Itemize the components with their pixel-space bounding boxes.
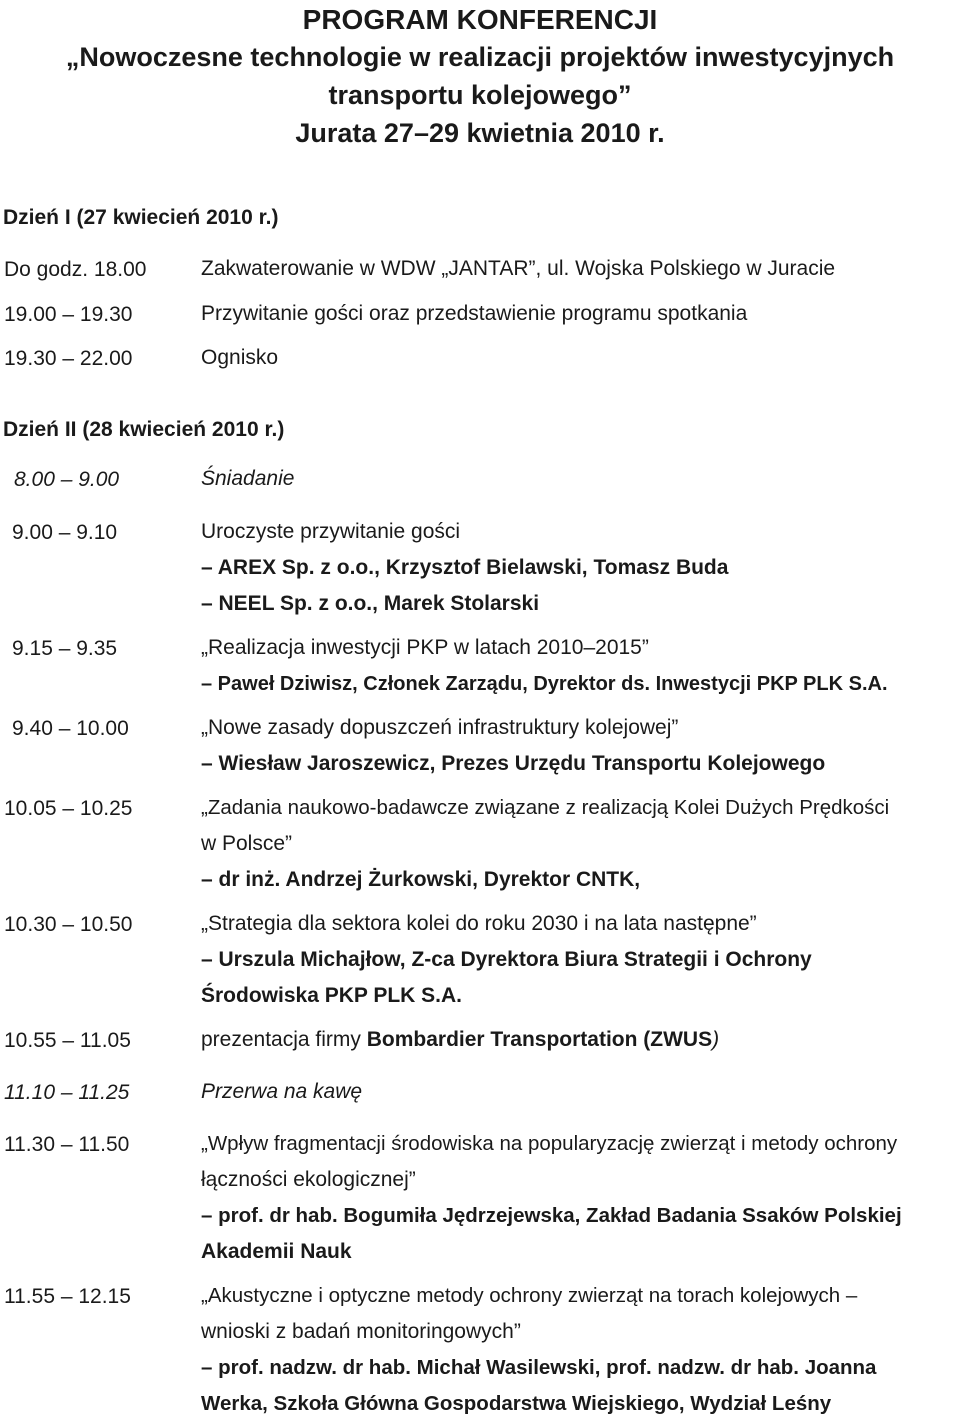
day-1-heading: Dzień I (27 kwiecień 2010 r.) [3,206,279,229]
schedule-time: 9.00 – 9.10 [12,521,118,544]
schedule-text: Przywitanie gości oraz przedstawienie programu spotkania [201,302,748,325]
schedule-text: „Akustyczne i optyczne metody ochrony zwierząt na torach kolejowych – wnioski z badań monitoringowych” – prof. nadzw. dr hab. Michał Wasilewski, prof. nadzw. dr hab. Joanna Werka, Szkoła Główna Gospodarstwa Wiejskiego, Wydział Leśny [201,1278,953,1422]
schedule-time: 19.30 – 22.00 [4,347,133,370]
speaker: Werka, Szkoła Główna Gospodarstwa Wiejskiego, Wydział Leśny [201,1392,832,1415]
speaker: Środowiska PKP PLK S.A. [201,984,463,1007]
place-date: Jurata 27–29 kwietnia 2010 r. [295,118,665,148]
header [0,0,960,152]
speaker: Akademii Nauk [201,1240,352,1263]
schedule-time: 10.05 – 10.25 [4,797,133,820]
page-title: PROGRAM KONFERENCJI [302,4,658,35]
schedule-time: 19.00 – 19.30 [4,303,133,326]
schedule-time: 9.15 – 9.35 [12,637,118,660]
conference-title-line-2: transportu kolejowego” [328,80,632,110]
schedule-time: 11.55 – 12.15 [4,1285,131,1308]
schedule-text: Uroczyste przywitanie gości – AREX Sp. z o.o., Krzysztof Bielawski, Tomasz Buda – NEEL Sp. z o.o., Marek Stolarski [201,514,953,622]
schedule-text: Przerwa na kawę [201,1080,363,1103]
schedule-text: „Strategia dla sektora kolei do roku 2030 i na lata następne” – Urszula Michajłow, Z-ca Dyrektora Biura Strategii i Ochrony Środowiska PKP PLK S.A. [201,906,953,1014]
speaker: – Wiesław Jaroszewicz, Prezes Urzędu Transportu Kolejowego [201,752,826,775]
schedule-text: „Realizacja inwestycji PKP w latach 2010–2015” – Paweł Dziwisz, Członek Zarządu, Dyrektor ds. Inwestycji PKP PLK S.A. [201,630,953,702]
schedule-time: 9.40 – 10.00 [12,717,129,740]
speaker: – AREX Sp. z o.o., Krzysztof Bielawski, Tomasz Buda [201,556,729,579]
schedule-text: „Zadania naukowo-badawcze związane z realizacją Kolei Dużych Prędkości w Polsce” – dr inż. Andrzej Żurkowski, Dyrektor CNTK, [201,790,953,898]
schedule-text: Ognisko [201,346,279,369]
speaker: – Urszula Michajłow, Z-ca Dyrektora Biura Strategii i Ochrony [201,948,812,971]
day-2-heading: Dzień II (28 kwiecień 2010 r.) [3,418,285,441]
schedule-time: 8.00 – 9.00 [14,468,120,491]
schedule-text: Śniadanie [201,467,295,490]
conference-title-line-1: „Nowoczesne technologie w realizacji projektów inwestycyjnych [65,42,895,72]
speaker: – prof. nadzw. dr hab. Michał Wasilewski, prof. nadzw. dr hab. Joanna [201,1356,877,1379]
schedule-time: 11.10 – 11.25 [4,1081,130,1104]
speaker: – NEEL Sp. z o.o., Marek Stolarski [201,592,540,615]
schedule-text: Zakwaterowanie w WDW „JANTAR”, ul. Wojska Polskiego w Juracie [201,257,836,280]
speaker: – Paweł Dziwisz, Członek Zarządu, Dyrektor ds. Inwestycji PKP PLK S.A. [201,673,888,695]
schedule-time: Do godz. 18.00 [4,258,147,281]
schedule-time: 10.30 – 10.50 [4,913,133,936]
speaker: – dr inż. Andrzej Żurkowski, Dyrektor CNTK, [201,868,641,891]
schedule-text: „Nowe zasady dopuszczeń infrastruktury kolejowej” – Wiesław Jaroszewicz, Prezes Urzędu Transportu Kolejowego [201,710,953,782]
schedule-text: prezentacja firmy Bombardier Transportation (ZWUS) [201,1028,720,1051]
speaker: – prof. dr hab. Bogumiła Jędrzejewska, Zakład Badania Ssaków Polskiej [201,1204,902,1227]
schedule-text: „Wpływ fragmentacji środowiska na popularyzację zwierząt i metody ochrony łączności ekologicznej” – prof. dr hab. Bogumiła Jędrzejewska, Zakład Badania Ssaków Polskiej Akademii Nauk [201,1126,953,1270]
schedule-time: 10.55 – 11.05 [4,1029,131,1052]
schedule-time: 11.30 – 11.50 [4,1133,130,1156]
